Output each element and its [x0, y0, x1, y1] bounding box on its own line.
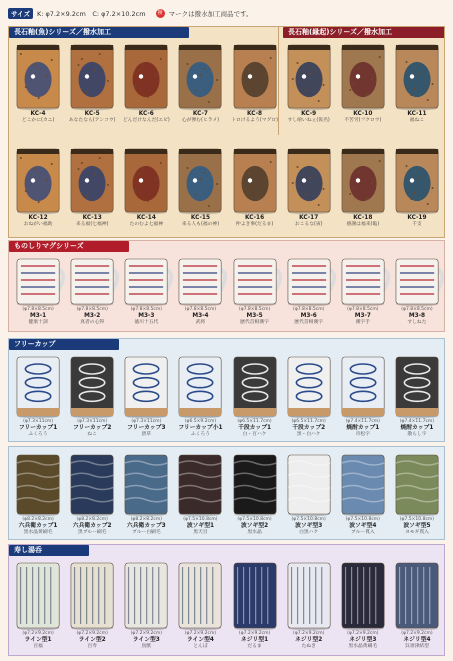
product-code: KC-9 — [301, 111, 317, 117]
product-image — [336, 41, 390, 111]
product-item — [390, 353, 444, 438]
product-size: (φ7.8×8.5cm) — [184, 307, 217, 312]
product-item — [119, 255, 173, 326]
product-image — [173, 255, 227, 307]
product-image — [228, 451, 282, 517]
section-title-sushi-cups: 寿し湯呑 — [9, 545, 89, 556]
product-image — [119, 559, 173, 631]
product-item — [173, 353, 227, 438]
product-size: (φ7.3×11cm) — [23, 419, 54, 424]
product-name: 千支 — [412, 222, 422, 227]
product-item — [228, 145, 282, 228]
product-image — [11, 559, 65, 631]
product-name: 散らし字 — [407, 432, 427, 437]
product-image — [119, 353, 173, 419]
product-code: 波ソギ型2 — [240, 523, 269, 529]
product-code: 六兵衛カップ2 — [72, 523, 112, 529]
product-image — [65, 353, 119, 419]
product-image — [336, 451, 390, 517]
product-size: (φ7.8×8.5cm) — [238, 307, 271, 312]
product-size: (φ6.5×9.2cm) — [184, 419, 217, 424]
product-image — [119, 255, 173, 307]
size-legend — [8, 6, 253, 20]
product-image — [390, 353, 444, 419]
product-size: (φ7.5×10.8cm) — [237, 517, 272, 522]
product-code: KC-13 — [82, 215, 102, 221]
product-image — [228, 353, 282, 419]
product-item — [282, 559, 336, 650]
product-image — [282, 451, 336, 517]
product-name: 唐草 — [141, 432, 152, 437]
product-image — [390, 559, 444, 631]
section-fish-lucky — [8, 26, 445, 238]
product-item — [282, 451, 336, 536]
product-size: (φ7.3×11cm) — [131, 419, 162, 424]
product-code: ネジリ型2 — [295, 637, 323, 643]
product-size: (φ6.5×11.7cm) — [291, 419, 326, 424]
product-code: M3-7 — [354, 313, 371, 319]
product-image — [228, 145, 282, 215]
product-image — [390, 255, 444, 307]
product-image — [390, 451, 444, 517]
product-name: どこかに(カニ) — [21, 118, 55, 123]
product-image — [119, 41, 173, 111]
product-image — [11, 353, 65, 419]
product-name: 感謝は福来(亀) — [346, 222, 380, 227]
product-code: KC-16 — [245, 215, 265, 221]
product-item — [119, 353, 173, 438]
product-item — [11, 451, 65, 536]
product-size: (φ7.2×9.2cm) — [401, 631, 433, 636]
product-name: 百福 — [33, 644, 43, 649]
product-item — [11, 145, 65, 228]
product-name: 黒ブルー刷毛 — [77, 530, 107, 535]
legend-text: マークは撥水加工商品です。 — [168, 9, 253, 18]
product-size: (φ8.2×8.2cm) — [76, 517, 108, 522]
product-code: KC-8 — [247, 111, 263, 117]
product-size: (φ6.5×11.7cm) — [237, 419, 272, 424]
product-name: 真者の心得 — [80, 320, 105, 325]
product-size: (φ7.2×9.2cm) — [347, 631, 379, 636]
product-size: (φ7.3×11cm) — [77, 419, 108, 424]
section-title-mugs: ものしりマグシリーズ — [9, 241, 129, 252]
product-item — [336, 353, 390, 438]
product-item — [336, 41, 390, 124]
product-name: 呉須津結型 — [404, 644, 429, 649]
product-code: KC-12 — [28, 215, 48, 221]
product-code: ネジリ型1 — [240, 637, 269, 643]
product-image — [336, 255, 390, 307]
product-item — [65, 41, 119, 124]
product-name: 歴代首相漢字 — [240, 320, 269, 325]
product-image — [390, 41, 444, 111]
product-item — [336, 451, 390, 536]
product-name: 黒水晶黄刷毛 — [23, 530, 53, 535]
product-name: 鳥獣 — [141, 644, 152, 649]
product-name: たぬき — [301, 644, 316, 649]
product-image — [65, 451, 119, 517]
product-code: フリーカップ2 — [72, 425, 112, 431]
size-tag: サイズ — [8, 8, 33, 19]
product-item — [282, 353, 336, 438]
product-item — [11, 255, 65, 326]
product-item — [228, 451, 282, 536]
product-code: M3-6 — [300, 313, 317, 319]
size-text: K: φ7.2×9.2cm C: φ7.2×10.2cm — [36, 9, 146, 18]
product-size: (φ7.8×8.5cm) — [76, 307, 108, 312]
product-size: (φ7.2×9.2cm) — [292, 631, 325, 636]
product-code: ネジリ型4 — [403, 637, 431, 643]
product-item — [173, 559, 227, 650]
product-item — [119, 559, 173, 650]
product-code: M3-3 — [138, 313, 155, 319]
product-name: すしねた — [407, 320, 427, 325]
product-item — [119, 145, 173, 228]
product-item — [282, 41, 336, 124]
product-code: 焼酎カップ1 — [400, 425, 434, 431]
product-name: すし喰いねぇ(仮名) — [287, 118, 330, 123]
product-name: 白・百ハケ — [242, 432, 267, 437]
section-free-cups — [8, 338, 445, 442]
product-item — [390, 145, 444, 228]
product-code: 六兵衛カップ1 — [18, 523, 58, 529]
section-title-free-cups: フリーカップ — [9, 339, 119, 350]
product-image — [65, 255, 119, 307]
product-image — [336, 353, 390, 419]
product-item — [65, 145, 119, 228]
product-image — [390, 145, 444, 215]
product-item — [390, 255, 444, 326]
product-item — [65, 451, 119, 536]
product-size: (φ7.4×11.7cm) — [345, 419, 380, 424]
product-image — [173, 559, 227, 631]
product-code: 波ソギ型3 — [295, 523, 323, 529]
product-name: ブルー白刷毛 — [132, 530, 161, 535]
product-name: だるま — [247, 644, 262, 649]
product-name: あなたなら(アンコウ) — [68, 118, 116, 123]
product-code: M3-1 — [29, 313, 47, 319]
product-item — [119, 41, 173, 124]
product-code: ライン型2 — [78, 637, 106, 643]
product-name: とんぼ — [193, 644, 208, 649]
product-image — [65, 145, 119, 215]
product-name: 来る人も(福の神) — [181, 222, 220, 227]
product-name: ふくろう — [190, 432, 211, 437]
product-size: (φ7.5×10.8cm) — [345, 517, 380, 522]
product-name: 市松字 — [355, 432, 371, 437]
product-size: (φ7.8×8.5cm) — [347, 307, 379, 312]
product-image — [282, 559, 336, 631]
product-name: 黒天目 — [193, 530, 208, 535]
product-name: ブルー貫入 — [350, 530, 375, 535]
product-image — [336, 559, 390, 631]
product-item — [228, 41, 282, 124]
product-size: (φ7.2×9.2cm) — [184, 631, 217, 636]
product-size: (φ7.8×8.5cm) — [22, 307, 54, 312]
product-image — [228, 559, 282, 631]
product-code: フリーカップ小1 — [178, 425, 223, 431]
product-size: (φ7.5×10.8cm) — [291, 517, 326, 522]
product-code: KC-15 — [190, 215, 210, 221]
product-code: M3-2 — [84, 313, 101, 319]
product-code: KC-6 — [138, 111, 154, 117]
product-item — [11, 353, 65, 438]
product-name: おねがい福助 — [23, 222, 53, 227]
product-code: 六兵衛カップ3 — [126, 523, 166, 529]
product-code: M3-5 — [246, 313, 263, 319]
product-item — [173, 145, 227, 228]
product-item — [228, 255, 282, 326]
product-image — [11, 255, 65, 307]
product-item — [11, 41, 65, 124]
product-item — [390, 41, 444, 124]
product-size: (φ7.8×8.5cm) — [130, 307, 163, 312]
product-item — [336, 145, 390, 228]
product-item — [11, 559, 65, 650]
product-code: ライン型3 — [132, 637, 160, 643]
product-name: 百寿 — [87, 644, 97, 649]
product-code: KC-14 — [136, 215, 156, 221]
product-image — [282, 145, 336, 215]
product-item — [228, 353, 282, 438]
product-size: (φ7.5×10.8cm) — [183, 517, 218, 522]
section-title-lucky: 長石釉(縁起)シリーズ／撥水加工 — [283, 27, 445, 38]
product-size: (φ7.8×8.5cm) — [401, 307, 433, 312]
product-name: 黒水晶黄刷毛 — [348, 644, 378, 649]
product-name: 仲よき事(だるま) — [235, 222, 274, 227]
product-name: 白黒ハケ — [299, 530, 319, 535]
product-name: 福ねこ — [409, 118, 425, 123]
product-image — [119, 145, 173, 215]
product-code: 波ソギ型4 — [349, 523, 377, 529]
product-item — [336, 559, 390, 650]
product-image — [173, 41, 227, 111]
product-name: 健康十訓 — [28, 320, 48, 325]
product-item — [173, 41, 227, 124]
product-code: 波ソギ型1 — [186, 523, 215, 529]
product-name: 黒水晶 — [247, 530, 262, 535]
section-title-fish: 長石釉(魚)シリーズ／撥水加工 — [9, 27, 189, 38]
product-name: ふくろう — [28, 432, 48, 437]
product-code: KC-11 — [407, 111, 427, 117]
product-size: (φ7.2×9.2cm) — [76, 631, 108, 636]
product-item — [173, 451, 227, 536]
product-code: フリーカップ1 — [18, 425, 58, 431]
product-code: KC-10 — [353, 111, 373, 117]
product-size: (φ7.2×9.2cm) — [238, 631, 271, 636]
product-size: (φ7.2×9.2cm) — [130, 631, 163, 636]
product-image — [228, 41, 282, 111]
product-code: 波ソギ型5 — [403, 523, 431, 529]
product-item — [173, 255, 227, 326]
product-image — [282, 353, 336, 419]
product-size: (φ7.8×8.5cm) — [292, 307, 325, 312]
product-name: 歴代首相漢字 — [294, 320, 324, 325]
section-sushi-cups — [8, 544, 445, 656]
product-image — [173, 353, 227, 419]
product-image — [11, 145, 65, 215]
product-name: たのむよ七福神 — [129, 222, 164, 227]
product-item — [336, 255, 390, 326]
water-repellent-mark-icon: 撥 — [157, 9, 163, 16]
product-size: (φ8.2×8.2cm) — [130, 517, 163, 522]
product-item — [65, 559, 119, 650]
product-size: (φ7.5×10.8cm) — [399, 517, 435, 522]
section-free-cups-2 — [8, 446, 445, 540]
product-code: フリーカップ3 — [127, 425, 166, 431]
product-image — [173, 451, 227, 517]
product-image — [65, 559, 119, 631]
product-code: M3-8 — [408, 313, 426, 319]
product-code: KC-4 — [30, 111, 46, 117]
product-code: M3-4 — [192, 313, 209, 319]
product-code: ネジリ型3 — [349, 637, 377, 643]
product-code: ライン型1 — [24, 637, 52, 643]
product-name: 来る福(七福神) — [75, 222, 109, 227]
product-name: ヨモギ貫入 — [404, 530, 429, 535]
product-size: (φ8.2×8.2cm) — [22, 517, 54, 522]
product-item — [282, 145, 336, 228]
product-item — [119, 451, 173, 536]
product-item — [390, 451, 444, 536]
product-code: 焼酎カップ1 — [346, 425, 380, 431]
section-mugs — [8, 240, 445, 332]
product-image — [336, 145, 390, 215]
product-code: 千段カップ1 — [238, 425, 272, 431]
product-image — [228, 255, 282, 307]
product-name: ねこ — [87, 432, 97, 437]
product-name: 徳川十五代 — [134, 320, 159, 325]
product-image — [119, 451, 173, 517]
product-image — [173, 145, 227, 215]
product-name: 心が弾む(ヒラメ) — [181, 118, 220, 123]
product-code: KC-19 — [407, 215, 427, 221]
product-name: 武将 — [195, 320, 206, 325]
product-item — [65, 353, 119, 438]
product-name: 漢字手 — [355, 320, 371, 325]
product-name: どんだけなんだ(エビ) — [122, 118, 170, 123]
product-image — [65, 41, 119, 111]
product-name: 黒・白ハケ — [296, 432, 321, 437]
product-name: 不苦労(フクロウ) — [344, 118, 382, 123]
product-code: KC-7 — [192, 111, 208, 117]
product-code: KC-5 — [84, 111, 100, 117]
product-code: KC-17 — [299, 215, 319, 221]
product-item — [282, 255, 336, 326]
product-code: ライン型4 — [186, 637, 214, 643]
product-size: (φ7.2×9.2cm) — [22, 631, 54, 636]
product-code: 千段カップ2 — [292, 425, 326, 431]
product-image — [282, 41, 336, 111]
product-item — [228, 559, 282, 650]
product-item — [65, 255, 119, 326]
product-image — [282, 255, 336, 307]
product-image — [11, 451, 65, 517]
product-item — [390, 559, 444, 650]
product-name: トロけるよう(マグロ) — [231, 118, 279, 123]
product-code: KC-18 — [353, 215, 373, 221]
product-size: (φ7.4×11.7cm) — [399, 419, 435, 424]
product-image — [11, 41, 65, 111]
product-name: おこるな(寅) — [294, 222, 323, 227]
